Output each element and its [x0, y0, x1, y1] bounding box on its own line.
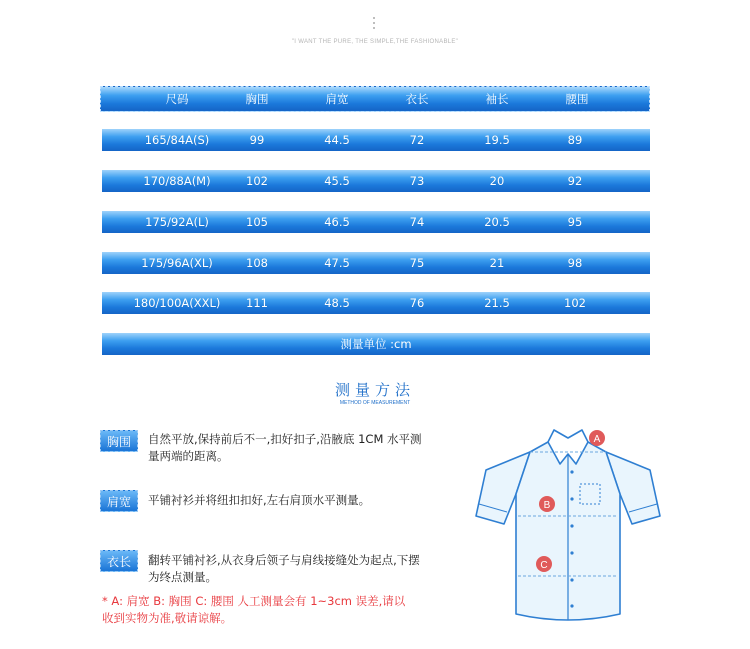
cell-sleeve: 21.5 [484, 296, 510, 310]
cell-shoulder: 45.5 [324, 174, 350, 188]
cell-chest: 108 [246, 256, 268, 270]
desc-length-line-1: 翻转平铺衬衫,从衣身后领子与肩线接缝处为起点,下摆 [148, 553, 420, 567]
size-table-header [100, 86, 650, 112]
desc-length-line-2: 为终点测量。 [148, 570, 217, 584]
button [570, 524, 573, 527]
desc-chest [148, 431, 448, 465]
cell-size: 175/92A(L) [145, 215, 209, 229]
button [570, 551, 573, 554]
size-row-xxl [102, 292, 650, 314]
note-line-2: 收到实物为准,敬请谅解。 [102, 611, 233, 625]
unit-bar: 测量单位 :cm [102, 333, 650, 355]
tagline: "I WANT THE PURE, THE SIMPLE,THE FASHIONABLE" [291, 39, 459, 45]
tag-chest: 胸围 [100, 430, 138, 452]
note-line-1: * A: 肩宽 B: 胸围 C: 腰围 人工测量会有 1~3cm 误差,请以 [102, 594, 406, 608]
cell-size: 165/84A(S) [144, 133, 210, 147]
measurement-note [102, 593, 442, 627]
header-chest: 胸围 [245, 92, 269, 106]
cell-size: 180/100A(XXL) [133, 296, 221, 310]
cell-chest: 105 [246, 215, 268, 229]
cell-sleeve: 20 [489, 174, 505, 188]
button [570, 604, 573, 607]
cell-length: 73 [409, 174, 425, 188]
button [570, 497, 573, 500]
cell-chest: 111 [246, 296, 268, 310]
marker-c-label: C [540, 560, 548, 571]
cell-length: 74 [409, 215, 425, 229]
tag-length: 衣长 [100, 550, 138, 572]
marker-a-label: A [593, 434, 601, 445]
marker-c [536, 556, 552, 572]
tag-shoulder: 肩宽 [100, 490, 138, 512]
cell-size: 175/96A(XL) [141, 256, 213, 270]
size-row-m [102, 170, 650, 192]
method-subtitle: METHOD OF MEASUREMENT [339, 400, 411, 406]
cell-sleeve: 19.5 [484, 133, 510, 147]
header-sleeve: 袖长 [485, 92, 509, 106]
cell-length: 75 [409, 256, 425, 270]
cell-length: 76 [409, 296, 425, 310]
cell-shoulder: 48.5 [324, 296, 350, 310]
decorative-dots [372, 17, 376, 31]
size-row-l [102, 211, 650, 233]
header-shoulder: 肩宽 [325, 92, 349, 106]
button [570, 578, 573, 581]
cell-waist: 102 [564, 296, 586, 310]
cell-waist: 98 [567, 256, 583, 270]
cell-shoulder: 46.5 [324, 215, 350, 229]
cell-sleeve: 20.5 [484, 215, 510, 229]
size-row-xl [102, 252, 650, 274]
cell-sleeve: 21 [489, 256, 505, 270]
cell-waist: 89 [567, 133, 583, 147]
cell-chest: 99 [249, 133, 265, 147]
button [570, 470, 573, 473]
marker-a [589, 430, 605, 446]
desc-shoulder [148, 492, 448, 509]
cell-size: 170/88A(M) [143, 174, 211, 188]
cell-length: 72 [409, 133, 425, 147]
header-size: 尺码 [165, 92, 189, 106]
cell-shoulder: 44.5 [324, 133, 350, 147]
desc-chest-line-2: 量两端的距离。 [148, 449, 229, 463]
method-title: 测量方法 [334, 381, 415, 399]
size-row-s [102, 129, 650, 151]
marker-b [539, 496, 555, 512]
cell-shoulder: 47.5 [324, 256, 350, 270]
marker-b-label: B [543, 500, 551, 511]
desc-chest-line-1: 自然平放,保持前后不一,扣好扣子,沿腋底 1CM 水平测 [148, 432, 422, 446]
shirt-diagram [468, 424, 668, 634]
cell-waist: 92 [567, 174, 583, 188]
header-length: 衣长 [405, 92, 429, 106]
desc-shoulder-line-1: 平铺衬衫并将纽扣扣好,左右肩顶水平测量。 [148, 493, 371, 507]
cell-waist: 95 [567, 215, 583, 229]
header-waist: 腰围 [565, 92, 589, 106]
cell-chest: 102 [246, 174, 268, 188]
desc-length [148, 552, 448, 586]
